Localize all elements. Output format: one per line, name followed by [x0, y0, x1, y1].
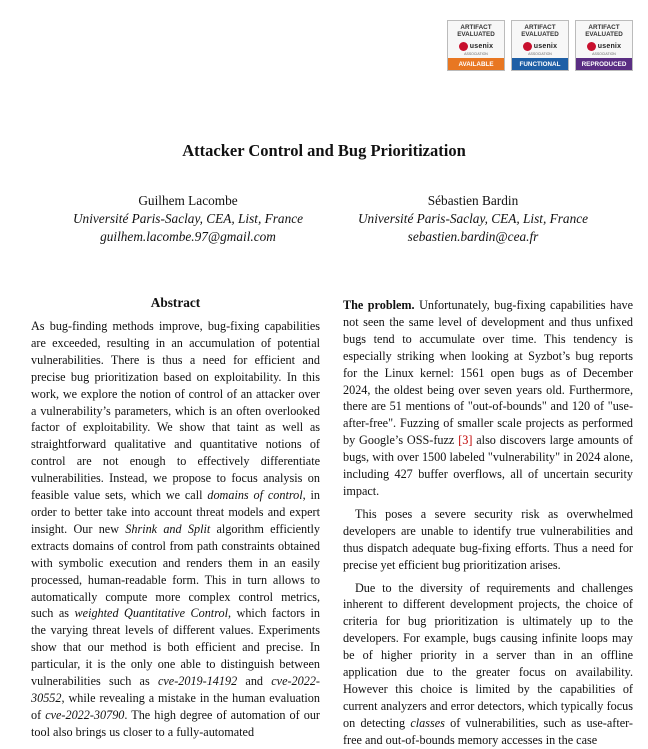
author-2: [338, 192, 608, 246]
paper-title: Attacker Control and Bug Prioritization: [182, 141, 466, 160]
badge-label: AVAILABLE: [448, 58, 504, 70]
author-affiliation: Université Paris-Saclay, CEA, List, France: [72, 211, 304, 226]
usenix-logo: usenix: [523, 40, 557, 52]
badge-reproduced: [575, 20, 633, 71]
abstract-paragraph: As bug-finding methods improve, bug-fixing capabilities are exceeded, resulting in an accumulation of potential vulnerabilities. There is thus a need for efficient and precise bug prioritization based on exploitability. In this work, we explore the notion of control of an attacker over a vulnerability’s parameters, which is an often overlooked factor of exploitability. We show that taint as well as straightforward qualitative and quantitative notions of control are not enough to effectively differentiate vulnerabilities. Instead, we propose to focus analysis on feasible value sets, which we call domains of control, in order to better take into account threat models and expert insight. Our new Shrink and Split algorithm efficiently extracts domains of control from path constraints obtained with symbolic execution and renders them in an easily processed, human-readable form. This in turn allows to automatically compute more complex control metrics, such as weighted Quantitative Control, which factors in the varying threat levels of different values. Experiments show that our method is both efficient and precise. In particular, it is the only one able to distinguish between vulnerabilities such as cve-2019-14192 and cve-2022-30552, while revealing a mistake in the human evaluation of cve-2022-30790. The high degree of automation of our tool also brings us closer to a fully-automated: [31, 319, 321, 739]
abstract-body: [31, 318, 320, 741]
badge-assoc: ASSOCIATION: [528, 52, 552, 56]
badge-assoc: ASSOCIATION: [464, 52, 488, 56]
author-name: Guilhem Lacombe: [138, 193, 238, 208]
badge-label: FUNCTIONAL: [512, 58, 568, 70]
diversity-paragraph: Due to the diversity of requirements and challenges inherent to different development projects, the choice of criteria for bug prioritization is ultimately up to the developers. For example, bugs causing infinite loops may be of higher priority in a server than in an offline application due to the greater focus on availability. However this choice is limited by the capabilities of current analyzers and error detectors, which typically focus on detecting classes of vulnerabilities, such as use-after-free and out-of-bounds memory accesses in the case: [343, 580, 633, 747]
author-affiliation: Université Paris-Saclay, CEA, List, France: [357, 211, 589, 226]
badge-line1: ARTIFACT: [588, 24, 620, 31]
usenix-circle-icon: [523, 42, 532, 51]
author-email[interactable]: sebastien.bardin@cea.fr: [407, 229, 539, 244]
problem-paragraph: The problem. Unfortunately, bug-fixing capabilities have not seen the same level of development and thus unfixed bugs tend to accumulate over time. This tendency is especially striking when looking at Syzbot’s bug reports for the Linux kernel: 1561 open bugs as of December 2024, the oldest being over seven years old. Furthermore, there are 51 mentions of "out-of-bounds" and 120 of "use-after-free". Fuzzing of smaller scale projects as performed by Google’s OSS-fuzz [3] also discovers large amounts of bugs, with over 1500 labeled "vulnerability" in 2024 alone, including 427 buffer overflows, all of uncertain security impact.: [343, 298, 633, 498]
badge-assoc: ASSOCIATION: [592, 52, 616, 56]
problem-heading: The problem.: [343, 298, 415, 312]
badge-line1: ARTIFACT: [460, 24, 492, 31]
badge-line2: EVALUATED: [457, 31, 495, 38]
artifact-badges: [447, 20, 633, 71]
badge-line2: EVALUATED: [521, 31, 559, 38]
author-email[interactable]: guilhem.lacombe.97@gmail.com: [100, 229, 276, 244]
risk-paragraph: This poses a severe security risk as overwhelmed developers are unable to identify true vulnerabilities and thus dispatch adequate bug-fixing efforts. Thus a need for precise yet efficient bug prioritization arises.: [343, 506, 633, 572]
usenix-logo: usenix: [459, 40, 493, 52]
badge-available: [447, 20, 505, 71]
usenix-logo: usenix: [587, 40, 621, 52]
usenix-circle-icon: [459, 42, 468, 51]
usenix-circle-icon: [587, 42, 596, 51]
abstract-heading: Abstract: [150, 295, 201, 310]
badge-line1: ARTIFACT: [524, 24, 556, 31]
author-name: Sébastien Bardin: [427, 193, 519, 208]
badge-line2: EVALUATED: [585, 31, 623, 38]
author-1: [58, 192, 318, 246]
badge-label: REPRODUCED: [576, 58, 632, 70]
citation-link[interactable]: [3]: [458, 433, 473, 448]
badge-functional: [511, 20, 569, 71]
intro-body: [343, 297, 633, 749]
